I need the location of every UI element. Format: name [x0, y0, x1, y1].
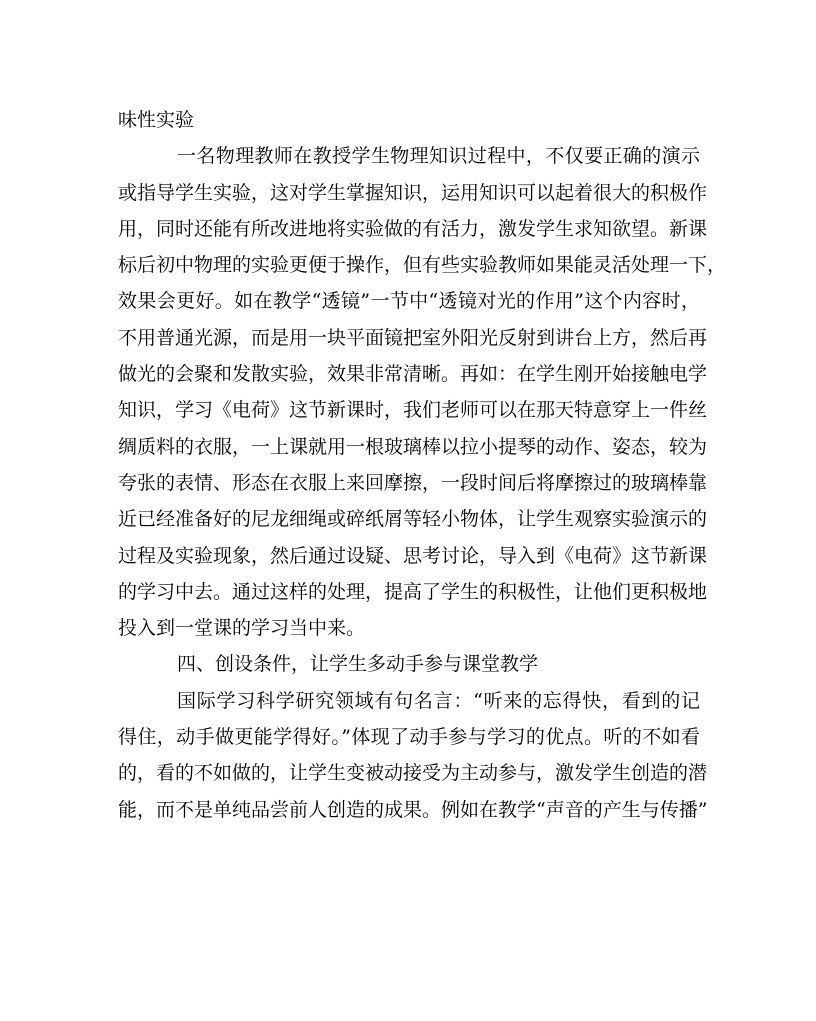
text-line: 味性实验 [118, 109, 195, 131]
text-line: 一名物理教师在教授学生物理知识过程中，不仅要正确的演示 [177, 145, 700, 168]
text-line: 夸张的表情、形态在衣服上来回摩擦，一段时间后将摩擦过的玻璃棒靠 [118, 471, 708, 494]
text-line: 绸质料的衣服，一上课就用一根玻璃棒以拉小提琴的动作、姿态，较为 [118, 435, 708, 458]
text-line: 做光的会聚和发散实验，效果非常清晰。再如：在学生刚开始接触电学 [118, 363, 708, 386]
text-line: 投入到一堂课的学习当中来。 [118, 617, 366, 640]
text-line: 四、创设条件，让学生多动手参与课堂教学 [177, 653, 539, 676]
text-line: 国际学习科学研究领域有句名言：“听来的忘得快，看到的记 [177, 689, 700, 712]
text-line: 标后初中物理的实验更便于操作，但有些实验教师如果能灵活处理一下， [118, 254, 727, 277]
text-line: 不用普通光源，而是用一块平面镜把室外阳光反射到讲台上方，然后再 [118, 326, 708, 349]
text-line: 的，看的不如做的，让学生变被动接受为主动参与，激发学生创造的潜 [118, 762, 708, 785]
document-body [118, 102, 727, 828]
text-line: 过程及实验现象，然后通过设疑、思考讨论，导入到《电荷》这节新课 [118, 544, 708, 567]
text-line: 用，同时还能有所改进地将实验做的有活力，激发学生求知欲望。新课 [118, 217, 708, 240]
text-line: 知识，学习《电荷》这节新课时，我们老师可以在那天特意穿上一件丝 [118, 399, 708, 422]
text-line: 的学习中去。通过这样的处理，提高了学生的积极性，让他们更积极地 [118, 580, 708, 603]
text-line: 或指导学生实验，这对学生掌握知识，运用知识可以起着很大的积极作 [118, 181, 708, 204]
text-line: 近已经准备好的尼龙细绳或碎纸屑等轻小物体，让学生观察实验演示的 [118, 508, 708, 531]
text-line: 能，而不是单纯品尝前人创造的成果。例如在教学“声音的产生与传播” [118, 798, 708, 821]
text-line: 得住，动手做更能学得好。”体现了动手参与学习的优点。听的不如看 [118, 726, 700, 749]
text-line: 效果会更好。如在教学“透镜”一节中“透镜对光的作用”这个内容时， [118, 290, 700, 313]
